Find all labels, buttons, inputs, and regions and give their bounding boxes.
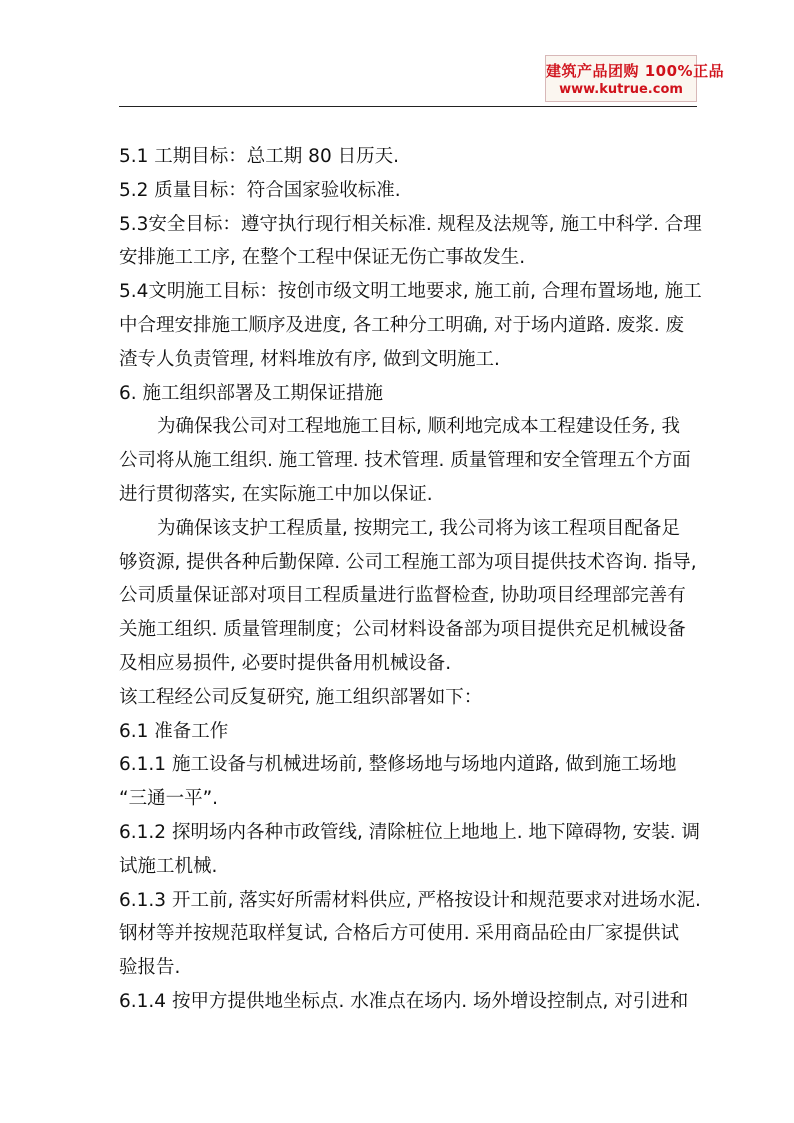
document-body xyxy=(119,140,702,1019)
text-line: 试施工机械. xyxy=(119,855,218,877)
text-line: 验报告. xyxy=(119,957,181,979)
text-line: 安排施工工序, 在整个工程中保证无伤亡事故发生. xyxy=(119,247,526,269)
text-line: 6.1.2 探明场内各种市政管线, 清除桩位上地地上. 地下障碍物, 安装. 调 xyxy=(119,821,700,843)
text-line: 钢材等并按规范取样复试, 合格后方可使用. 采用商品砼由厂家提供试 xyxy=(119,923,680,945)
stamp-url: www.kutrue.com xyxy=(559,82,683,97)
text-line: 公司将从施工组织. 施工管理. 技术管理. 质量管理和安全管理五个方面 xyxy=(119,450,691,472)
text-line: 6.1.1 施工设备与机械进场前, 整修场地与场地内道路, 做到施工场地 xyxy=(119,754,677,776)
section-heading: 6. 施工组织部署及工期保证措施 xyxy=(119,382,384,404)
text-line: 6.1.3 开工前, 落实好所需材料供应, 严格按设计和规范要求对进场水泥. xyxy=(119,889,701,911)
text-line: 5.3安全目标：遵守执行现行相关标准. 规程及法规等, 施工中科学. 合理 xyxy=(119,213,702,235)
stamp-title: 建筑产品团购 100%正品 xyxy=(546,62,725,80)
text-line: 关施工组织. 质量管理制度；公司材料设备部为项目提供充足机械设备 xyxy=(119,619,686,641)
text-line: 中合理安排施工顺序及进度, 各工种分工明确, 对于场内道路. 废浆. 废 xyxy=(119,314,685,336)
text-line: 够资源, 提供各种后勤保障. 公司工程施工部为项目提供技术咨询. 指导, xyxy=(119,551,697,573)
text-line: 及相应易损件, 必要时提供备用机械设备. xyxy=(119,652,452,674)
text-line: 6.1.4 按甲方提供地坐标点. 水准点在场内. 场外增设控制点, 对引进和 xyxy=(119,990,689,1012)
text-line: 5.2 质量目标：符合国家验收标准. xyxy=(119,179,401,201)
text-line: 该工程经公司反复研究, 施工组织部署如下： xyxy=(119,686,483,708)
text-line: 进行贯彻落实, 在实际施工中加以保证. xyxy=(119,483,433,505)
text-line: 公司质量保证部对项目工程质量进行监督检查, 协助项目经理部完善有 xyxy=(119,585,686,607)
header-divider xyxy=(119,106,697,107)
text-line: “三通一平”. xyxy=(119,788,219,810)
text-line: 渣专人负责管理, 材料堆放有序, 做到文明施工. xyxy=(119,348,500,370)
subsection-heading: 6.1 准备工作 xyxy=(119,720,229,742)
text-line: 为确保该支护工程质量, 按期完工, 我公司将为该工程项目配备足 xyxy=(157,517,681,539)
logo-stamp xyxy=(545,55,725,102)
text-line: 5.4文明施工目标：按创市级文明工地要求, 施工前, 合理布置场地, 施工 xyxy=(119,281,702,303)
text-line: 5.1 工期目标：总工期 80 日历天. xyxy=(119,146,399,167)
text-line: 为确保我公司对工程地施工目标, 顺利地完成本工程建设任务, 我 xyxy=(157,416,681,438)
